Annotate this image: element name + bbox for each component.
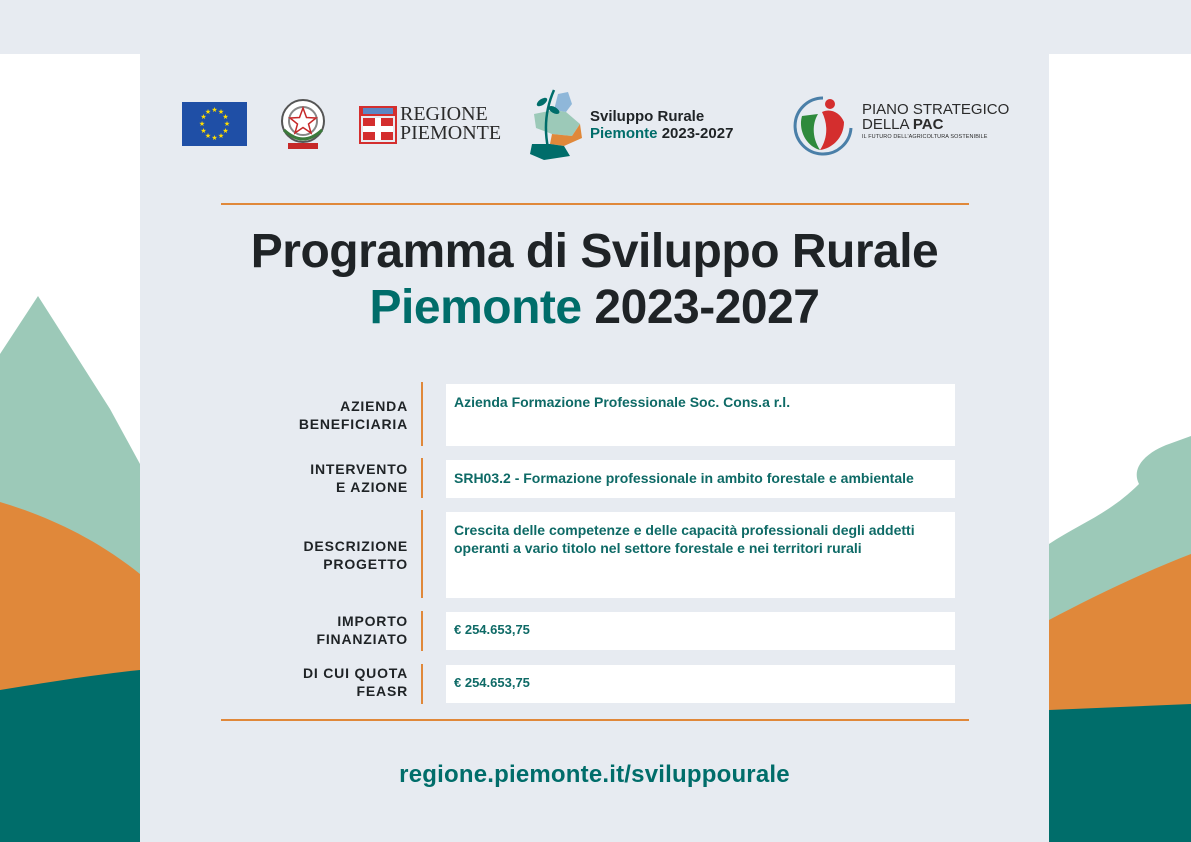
row-bar <box>421 510 423 598</box>
pac-line2-a: DELLA <box>862 116 909 133</box>
sviluppo-rurale-years: 2023-2027 <box>661 125 734 142</box>
row-value-importo: € 254.653,75 <box>446 612 955 650</box>
row-label-line: E AZIONE <box>336 479 408 495</box>
sviluppo-rurale-accent: Piemonte <box>590 125 658 142</box>
svg-text:★: ★ <box>217 132 225 140</box>
sviluppo-rurale-logo <box>524 88 764 160</box>
row-label-line: AZIENDA <box>340 398 408 414</box>
row-value-quota: € 254.653,75 <box>446 665 955 703</box>
row-value-descrizione: Crescita delle competenze e delle capacità professionali degli addetti operanti a vario titolo nel settore forestale e nei territori rurali <box>446 512 955 598</box>
top-divider <box>221 203 969 205</box>
left-mountains-graphic <box>0 54 140 842</box>
title-accent: Piemonte <box>369 281 582 334</box>
row-label-line: PROGETTO <box>323 556 408 572</box>
right-mountains-graphic <box>1049 54 1191 842</box>
row-bar <box>421 458 423 498</box>
row-bar <box>421 664 423 704</box>
svg-text:★: ★ <box>223 120 231 128</box>
row-label-descrizione <box>240 537 408 573</box>
pac-logo <box>790 94 1020 158</box>
svg-text:★: ★ <box>204 108 212 116</box>
row-label-line: DESCRIZIONE <box>303 538 408 554</box>
svg-text:★: ★ <box>211 106 218 114</box>
eu-flag-logo <box>182 102 247 151</box>
pac-line1: PIANO STRATEGICO <box>862 101 1010 118</box>
row-label-line: DI CUI QUOTA <box>302 665 408 681</box>
row-label-line: FEASR <box>356 683 408 699</box>
row-label-line: INTERVENTO <box>310 461 408 477</box>
svg-text:★: ★ <box>211 134 218 142</box>
title-line1: Programma di Sviluppo Rurale <box>250 225 939 278</box>
svg-text:★: ★ <box>200 113 207 121</box>
row-label-line: FINANZIATO <box>316 631 408 647</box>
svg-text:★: ★ <box>200 127 207 135</box>
regione-piemonte-shield-icon <box>359 106 397 144</box>
italian-republic-emblem <box>278 96 328 157</box>
svg-text:★: ★ <box>222 127 229 135</box>
row-bar <box>421 611 423 651</box>
title-line2 <box>140 280 1049 335</box>
left-decoration <box>0 54 140 842</box>
svg-text:★: ★ <box>204 132 212 140</box>
row-label-quota <box>240 664 408 700</box>
sviluppo-rurale-line1: Sviluppo Rurale <box>590 108 705 125</box>
top-band <box>0 0 1191 54</box>
piemonte-map-icon <box>524 88 584 160</box>
row-value-intervento: SRH03.2 - Formazione professionale in ambito forestale e ambientale <box>446 460 955 498</box>
regione-piemonte-logo <box>359 103 502 146</box>
row-label-line: IMPORTO <box>337 613 408 629</box>
row-label-line: BENEFICIARIA <box>298 416 408 432</box>
pac-line2-b: PAC <box>912 116 944 133</box>
svg-text:★: ★ <box>217 108 225 116</box>
right-decoration <box>1049 54 1191 842</box>
title-years: 2023-2027 <box>594 281 820 334</box>
regione-line1: REGIONE <box>400 103 488 125</box>
row-bar <box>421 382 423 446</box>
svg-text:★: ★ <box>198 120 206 128</box>
main-panel <box>140 54 1049 842</box>
row-label-intervento <box>240 460 408 496</box>
row-label-azienda <box>240 397 408 433</box>
pac-circle-icon <box>790 94 856 158</box>
bottom-divider <box>221 719 969 721</box>
row-value-azienda: Azienda Formazione Professionale Soc. Cons.a r.l. <box>446 384 955 446</box>
regione-line2: PIEMONTE <box>400 122 502 144</box>
svg-text:★: ★ <box>222 113 229 121</box>
row-label-importo <box>240 612 408 648</box>
logos-row <box>140 54 1049 184</box>
website-link[interactable]: regione.piemonte.it/sviluppourale <box>399 761 790 788</box>
pac-tagline: IL FUTURO DELL'AGRICOLTURA SOSTENIBILE <box>862 134 988 140</box>
